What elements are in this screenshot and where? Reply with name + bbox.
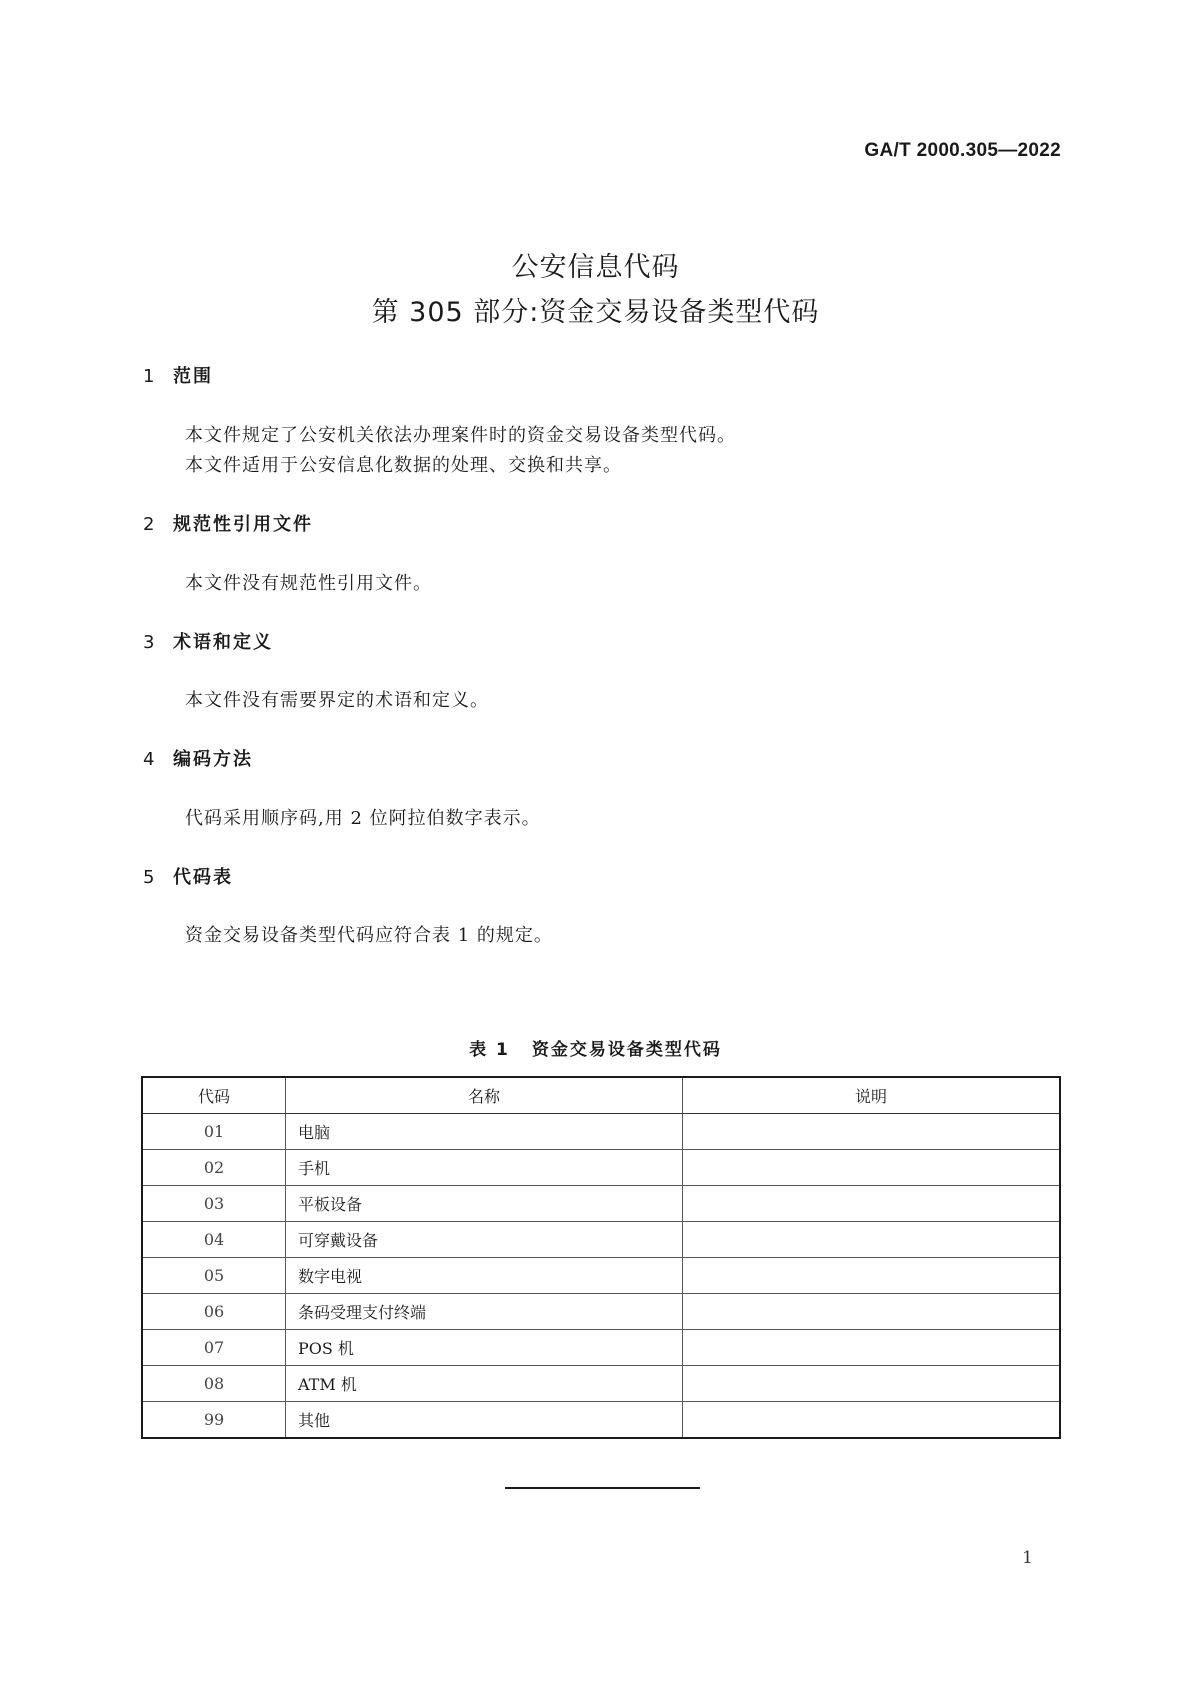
cell-code: 01 [142,1114,286,1150]
cell-name: 条码受理支付终端 [286,1294,683,1330]
cell-note [683,1402,1061,1439]
table-caption-title: 资金交易设备类型代码 [531,1040,722,1060]
cell-note [683,1294,1061,1330]
cell-code: 04 [142,1222,286,1258]
document-subtitle: 第 305 部分:资金交易设备类型代码 [371,297,820,328]
cell-name: 电脑 [286,1114,683,1150]
cell-note [683,1114,1061,1150]
table-row [142,1294,1060,1330]
cell-note [683,1258,1061,1294]
section-number: 1 [143,366,157,387]
cell-code: 99 [142,1402,286,1439]
section-number: 4 [143,749,157,770]
cell-name: 平板设备 [286,1186,683,1222]
section-heading-terms [143,628,273,654]
section-heading-normative-references [143,510,313,536]
cell-note [683,1186,1061,1222]
code-table [141,1076,1061,1439]
section-title: 编码方法 [173,749,253,770]
paragraph: 本文件规定了公安机关依法办理案件时的资金交易设备类型代码。 [185,425,736,446]
cell-code: 08 [142,1366,286,1402]
header-note: 说明 [683,1077,1061,1114]
table-caption [0,1035,1191,1060]
table-row [142,1330,1060,1366]
paragraph: 本文件没有需要界定的术语和定义。 [185,690,489,711]
cell-code: 06 [142,1294,286,1330]
cell-name: 其他 [286,1402,683,1439]
table-row [142,1402,1060,1439]
table-row [142,1366,1060,1402]
cell-name: 数字电视 [286,1258,683,1294]
cell-name: ATM 机 [286,1366,683,1402]
cell-code: 05 [142,1258,286,1294]
cell-code: 02 [142,1150,286,1186]
cell-name: 手机 [286,1150,683,1186]
section-title: 范围 [173,366,213,387]
paragraph: 本文件适用于公安信息化数据的处理、交换和共享。 [185,455,622,476]
table-row [142,1150,1060,1186]
section-title: 代码表 [173,867,233,888]
table-row [142,1222,1060,1258]
section-heading-coding-method [143,745,253,771]
cell-note [683,1330,1061,1366]
section-heading-scope [143,362,213,388]
cell-name: POS 机 [286,1330,683,1366]
table-row [142,1258,1060,1294]
section-title: 术语和定义 [173,632,273,653]
table-caption-number: 表 1 [469,1040,510,1060]
table-header-row [142,1077,1060,1114]
section-number: 3 [143,632,157,653]
header-name: 名称 [286,1077,683,1114]
section-heading-code-table [143,863,233,889]
table-row [142,1114,1060,1150]
table-row [142,1186,1060,1222]
cell-name: 可穿戴设备 [286,1222,683,1258]
cell-note [683,1366,1061,1402]
page-number: 1 [1022,1548,1033,1568]
paragraph: 资金交易设备类型代码应符合表 1 的规定。 [185,925,553,946]
cell-code: 03 [142,1186,286,1222]
paragraph: 代码采用顺序码,用 2 位阿拉伯数字表示。 [185,808,541,829]
document-title: 公安信息代码 [511,252,680,283]
end-of-document-rule [505,1487,700,1489]
paragraph: 本文件没有规范性引用文件。 [185,573,432,594]
standard-code: GA/T 2000.305—2022 [864,140,1061,161]
section-number: 2 [143,514,157,535]
section-title: 规范性引用文件 [173,514,313,535]
cell-note [683,1222,1061,1258]
section-number: 5 [143,867,157,888]
header-code: 代码 [142,1077,286,1114]
cell-note [683,1150,1061,1186]
cell-code: 07 [142,1330,286,1366]
